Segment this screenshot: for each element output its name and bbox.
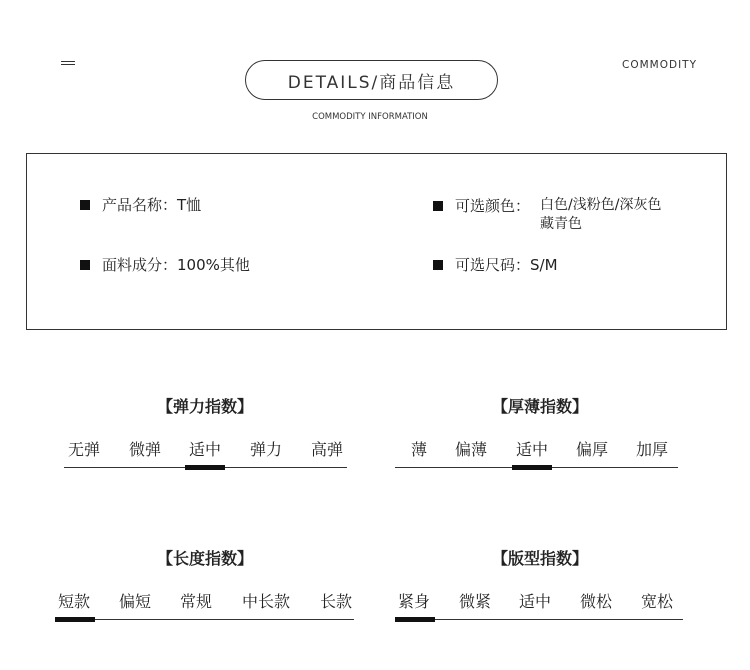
index-option: 薄 [410,440,427,459]
index-scale-1 [390,394,690,484]
index-title: 【版型指数】 [491,549,588,568]
corner-label: COMMODITY [622,59,697,71]
index-option: 宽松 [640,592,673,611]
sizes-value: S/M [530,256,558,274]
index-option: 适中 [518,592,551,611]
index-scale-3 [390,546,690,636]
index-selected-marker [512,465,552,470]
index-option: 微松 [579,592,612,611]
index-option: 常规 [179,592,212,611]
index-option: 弹力 [249,440,282,459]
bullet-icon [433,201,443,211]
index-option: 偏厚 [575,440,608,459]
index-selected-marker [185,465,225,470]
bullet-icon [80,200,90,210]
index-option: 偏薄 [454,440,487,459]
index-option: 高弹 [310,440,343,459]
index-title: 【长度指数】 [156,549,253,568]
index-option: 适中 [515,440,548,459]
index-selected-marker [55,617,95,622]
product-name-value: T恤 [177,196,202,214]
page-title: DETAILS/商品信息 [245,60,498,100]
index-scale-0 [55,394,355,484]
index-option: 偏短 [118,592,151,611]
page-subtitle: COMMODITY INFORMATION [312,112,428,122]
index-option: 短款 [57,592,90,611]
fabric-label: 面料成分： [102,256,178,274]
bullet-icon [433,260,443,270]
index-option: 微紧 [458,592,491,611]
index-option: 中长款 [241,592,290,611]
colors-label: 可选颜色： [455,197,531,215]
index-scale-2 [55,546,355,636]
colors-value-line2: 藏青色 [540,216,583,232]
fabric-value: 100%其他 [177,256,250,274]
index-baseline [55,619,354,620]
product-name-row [80,195,201,215]
index-selected-marker [395,617,435,622]
fabric-row [80,255,250,275]
sizes-label: 可选尺码： [455,256,531,274]
index-title: 【弹力指数】 [156,397,253,416]
menu-icon[interactable] [61,61,75,67]
colors-row [433,196,661,234]
index-option: 无弹 [67,440,100,459]
colors-value [540,196,661,234]
index-option: 加厚 [635,440,668,459]
bullet-icon [80,260,90,270]
colors-value-line1: 白色/浅粉色/深灰色 [540,197,662,213]
index-option: 微弹 [128,440,161,459]
index-option: 紧身 [397,592,430,611]
index-title: 【厚薄指数】 [491,397,588,416]
sizes-row [433,255,558,275]
index-option: 适中 [188,440,221,459]
index-option: 长款 [319,592,352,611]
info-panel [26,153,727,330]
product-name-label: 产品名称： [102,196,178,214]
index-baseline [395,619,683,620]
